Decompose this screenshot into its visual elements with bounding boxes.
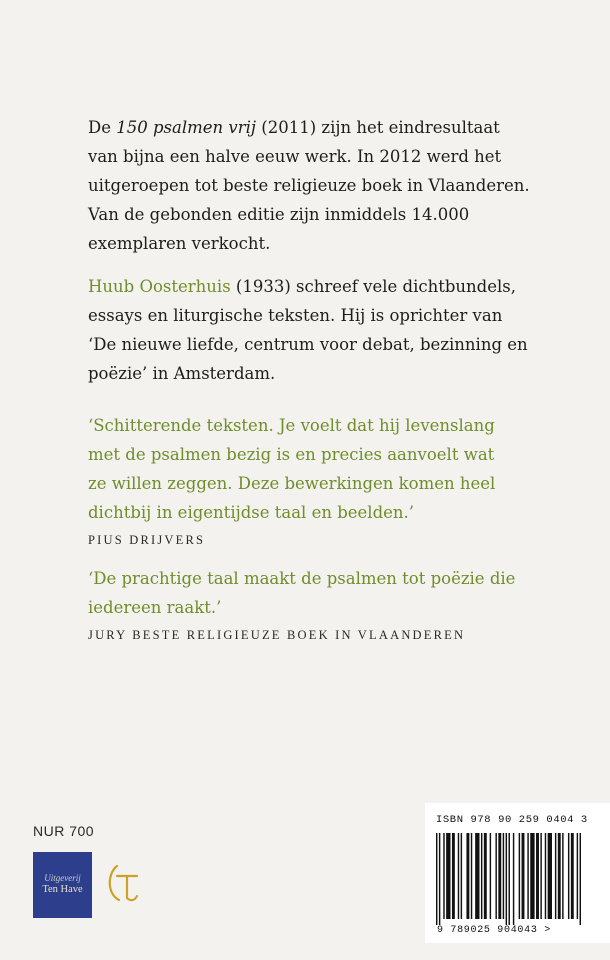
author-line: essays en liturgische teksten. Hij is oprichter van: [88, 306, 503, 325]
isbn-label: ISBN 978 90 259 0404 3: [436, 814, 588, 826]
intro-prefix: De: [88, 118, 117, 137]
quote-drijvers: [88, 411, 568, 548]
nur-code: NUR 700: [33, 823, 95, 839]
quote-line: dichtbij in eigentijdse taal en beelden.’: [88, 503, 415, 522]
author-line: poëzie’ in Amsterdam.: [88, 364, 276, 383]
intro-line: Van de gebonden editie zijn inmiddels 14.000: [88, 205, 470, 224]
author-line: ‘De nieuwe liefde, centrum voor debat, bezinning en: [88, 335, 528, 354]
quote-attribution: JURY BESTE RELIGIEUZE BOEK IN VLAANDEREN: [88, 628, 466, 642]
author-name: Huub Oosterhuis: [88, 277, 231, 296]
barcode: [425, 803, 610, 943]
book-title-italic: 150 psalmen vrij: [116, 118, 257, 137]
quote-line: ‘Schitterende teksten. Je voelt dat hij levenslang: [88, 416, 495, 435]
intro-paragraph: [88, 113, 568, 258]
intro-line-1: [88, 113, 568, 142]
intro-line-1-rest: (2011) zijn het eindresultaat: [256, 118, 500, 137]
intro-line: exemplaren verkocht.: [88, 234, 271, 253]
publisher-mark-icon: [103, 860, 147, 906]
quote-jury: [88, 564, 568, 643]
intro-line: uitgeroepen tot beste religieuze boek in Vlaanderen.: [88, 176, 530, 195]
ean-digits: 9 789025 904043 >: [437, 925, 551, 936]
quote-line: ze willen zeggen. Deze bewerkingen komen heel: [88, 474, 496, 493]
author-line-1: [88, 272, 568, 301]
quote-attribution: PIUS DRIJVERS: [88, 533, 206, 547]
author-line-1-rest: (1933) schreef vele dichtbundels,: [230, 277, 516, 296]
publisher-logo: [33, 852, 92, 918]
author-paragraph: [88, 272, 568, 388]
quote-line: ‘De prachtige taal maakt de psalmen tot poëzie die: [88, 569, 516, 588]
publisher-line-2: Ten Have: [42, 884, 83, 895]
quote-line: met de psalmen bezig is en precies aanvoelt wat: [88, 445, 495, 464]
quote-line: iedereen raakt.’: [88, 598, 222, 617]
intro-line: van bijna een halve eeuw werk. In 2012 werd het: [88, 147, 502, 166]
publisher-line-1: Uitgeverij: [44, 873, 81, 883]
